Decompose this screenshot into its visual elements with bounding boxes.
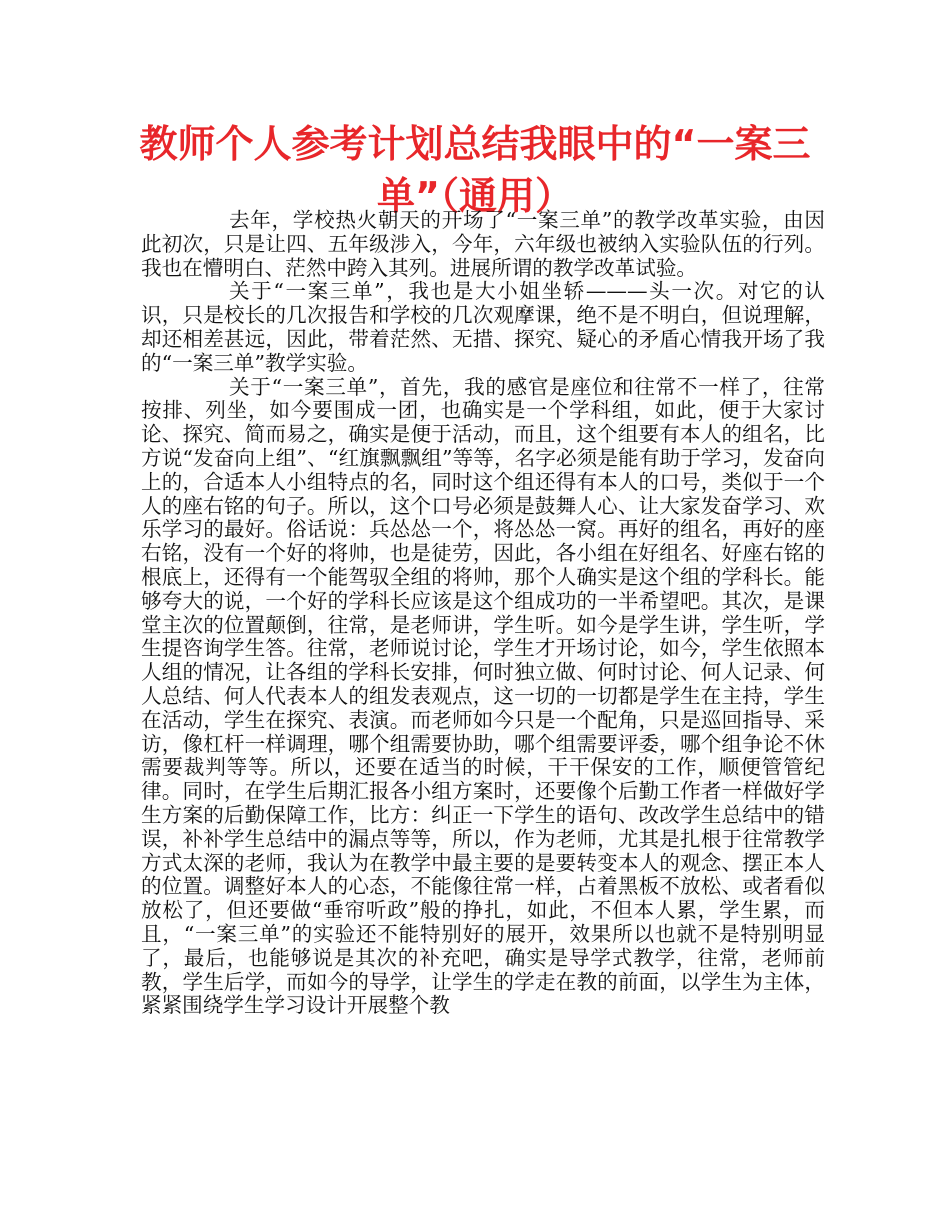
- paragraph-1: 去年，学校热火朝天的开场了“一案三单”的教学改革实验，由因此初次，只是让四、五年级涉入，今年，六年级也被纳入实验队伍的行列。我也在懵明白、茫然中跨入其列。进展所谓的教学改革试验。: [141, 208, 825, 280]
- paragraph-3: 关于“一案三单”，首先，我的感官是座位和往常不一样了，往常按排、列坐，如今要围成一团，也确实是一个学科组，如此，便于大家讨论、探究、简而易之，确实是便于活动，而且，这个组要有本人的组名，比方说“发奋向上组”、“红旗飘飘组”等等，名字必须是能有助于学习，发奋向上的，合适本人小组特点的名，同时这个组还得有本人的口号，类似于一个人的座右铭的句子。所以，这个口号必须是鼓舞人心、让大家发奋学习、欢乐学习的最好。俗话说：兵怂怂一个，将怂怂一窝。再好的组名，再好的座右铭，没有一个好的将帅，也是徒劳，因此，各小组在好组名、好座右铭的根底上，还得有一个能驾驭全组的将帅，那个人确实是这个组的学科长。能够夸大的说，一个好的学科长应该是这个组成功的一半希望吧。其次，是课堂主次的位置颠倒，往常，是老师讲，学生听。如今是学生讲，学生听，学生提咨询学生答。往常，老师说讨论，学生才开场讨论，如今，学生依照本人组的情况，让各组的学科长安排，何时独立做、何时讨论、何人记录、何人总结、何人代表本人的组发表观点，这一切的一切都是学生在主持，学生在活动，学生在探究、表演。而老师如今只是一个配角，只是巡回指导、采访，像杠杆一样调理，哪个组需要协助，哪个组需要评委，哪个组争论不休需要裁判等等。所以，还要在适当的时候，干干保安的工作，顺便管管纪律。同时，在学生后期汇报各小组方案时，还要像个后勤工作者一样做好学生方案的后勤保障工作，比方：纠正一下学生的语句、改改学生总结中的错误，补补学生总结中的漏点等等，所以，作为老师，尤其是扎根于往常教学方式太深的老师，我认为在教学中最主要的是要转变本人的观念、摆正本人的位置。调整好本人的心态，不能像往常一样，占着黑板不放松、或者看似放松了，但还要做“垂帘听政”般的挣扎，如此，不但本人累，学生累，而且，“一案三单”的实验还不能特别好的展开，效果所以也就不是特别明显了，最后，也能够说是其次的补充吧，确实是导学式教学，往常，老师前教，学生后学，而如今的导学，让学生的学走在教的前面，以学生为主体，紧紧围绕学生学习设计开展整个教: [141, 374, 825, 1018]
- document-title: 教师个人参考计划总结我眼中的“一案三单”（通用）: [139, 122, 811, 218]
- document-body: [141, 209, 825, 1018]
- paragraph-2: 关于“一案三单”，我也是大小姐坐轿———头一次。对它的认识，只是校长的几次报告和学校的几次观摩课，绝不是不明白，但说理解，却还相差甚远，因此，带着茫然、无措、探究、疑心的矛盾心情我开场了我的“一案三单”教学实验。: [141, 279, 825, 375]
